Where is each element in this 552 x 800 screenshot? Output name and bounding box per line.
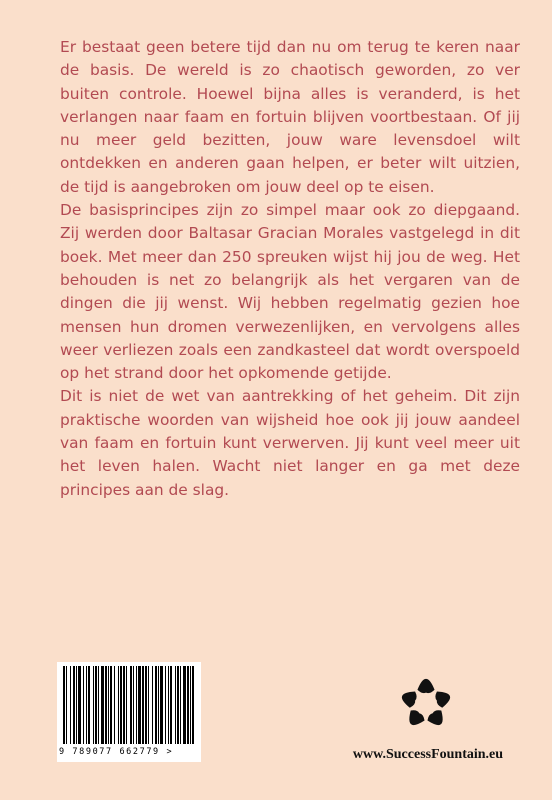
barcode-bar (83, 666, 84, 744)
five-petal-flower-logo-icon (388, 666, 464, 742)
barcode-bar (187, 666, 189, 744)
barcode-bar (63, 666, 65, 744)
blurb-paragraph-3: Dit is niet de wet van aantrekking of het geheim. Dit zijn praktische woorden van wijsheid hoe ook jij jouw aandeel van faam en fortuin kunt verwerven. Jij kunt veel meer uit het leven halen. Wacht niet langer en ga met deze principes aan de slag. (60, 387, 520, 499)
isbn-number: 9 789077 662779 > (59, 747, 174, 757)
barcode-bar (95, 666, 97, 744)
barcode-bar (158, 666, 159, 744)
barcode-bar (114, 666, 115, 744)
barcode-bar (120, 666, 122, 744)
barcode-bar (88, 666, 90, 744)
barcode-bar (126, 666, 127, 744)
barcode-bar (110, 666, 112, 744)
barcode-bar (160, 666, 163, 744)
barcode-bar (175, 666, 176, 744)
barcode-bar (170, 666, 172, 744)
barcode-bar (70, 666, 71, 744)
barcode-bar (130, 666, 132, 744)
barcode-bar (93, 666, 94, 744)
barcode-bar (148, 666, 149, 744)
barcode-bar (105, 666, 107, 744)
barcode-bar (180, 666, 181, 744)
barcode-bar (108, 666, 109, 744)
barcode-bar (190, 666, 191, 744)
publisher-website: www.SuccessFountain.eu (352, 747, 504, 762)
barcode-bar (73, 666, 75, 744)
barcode-bar (86, 666, 87, 744)
barcode-bar (118, 666, 119, 744)
barcode-bar (155, 666, 157, 744)
barcode-bar (183, 666, 186, 744)
barcode-bar (101, 666, 104, 744)
barcode-bar (165, 666, 166, 744)
barcode-bar (152, 666, 153, 744)
barcode-bar (76, 666, 77, 744)
blurb-paragraph-1: Er bestaat geen betere tijd dan nu om terug te keren naar de basis. De wereld is zo chaotisch geworden, zo ver buiten controle. Hoewel bijna alles is veranderd, is het verlangen naar faam en fortuin blijven voortbestaan. Of jij nu meer geld bezitten, jouw ware levensdoel wilt ontdekken en anderen gaan helpen, er beter wilt uitzien, de tijd is aangebroken om jouw deel op te eisen. (60, 38, 520, 196)
barcode-bars (57, 662, 201, 748)
back-cover-blurb (60, 36, 520, 502)
barcode-bar (66, 666, 67, 744)
barcode-bar (168, 666, 169, 744)
barcode-bar (192, 666, 194, 744)
barcode-bar (177, 666, 179, 744)
barcode-bar (136, 666, 137, 744)
barcode-bar (123, 666, 125, 744)
barcode-bar (138, 666, 141, 744)
barcode-bar (133, 666, 134, 744)
barcode-bar (145, 666, 147, 744)
blurb-paragraph-2: De basisprincipes zijn zo simpel maar ook zo diepgaand. Zij werden door Baltasar Gracian Morales vastgelegd in dit boek. Met meer dan 250 spreuken wijst hij jou de weg. Het behouden is net zo belangrijk als het vergaren van de dingen die jij wenst. Wij hebben regelmatig gezien hoe mensen hun dromen verwezenlijken, en vervolgens alles weer verliezen zoals een zandkasteel dat wordt overspoeld op het strand door het opkomende getijde. (60, 201, 520, 383)
isbn-barcode (57, 662, 201, 762)
barcode-bar (78, 666, 81, 744)
barcode-bar (142, 666, 144, 744)
barcode-bar (98, 666, 99, 744)
